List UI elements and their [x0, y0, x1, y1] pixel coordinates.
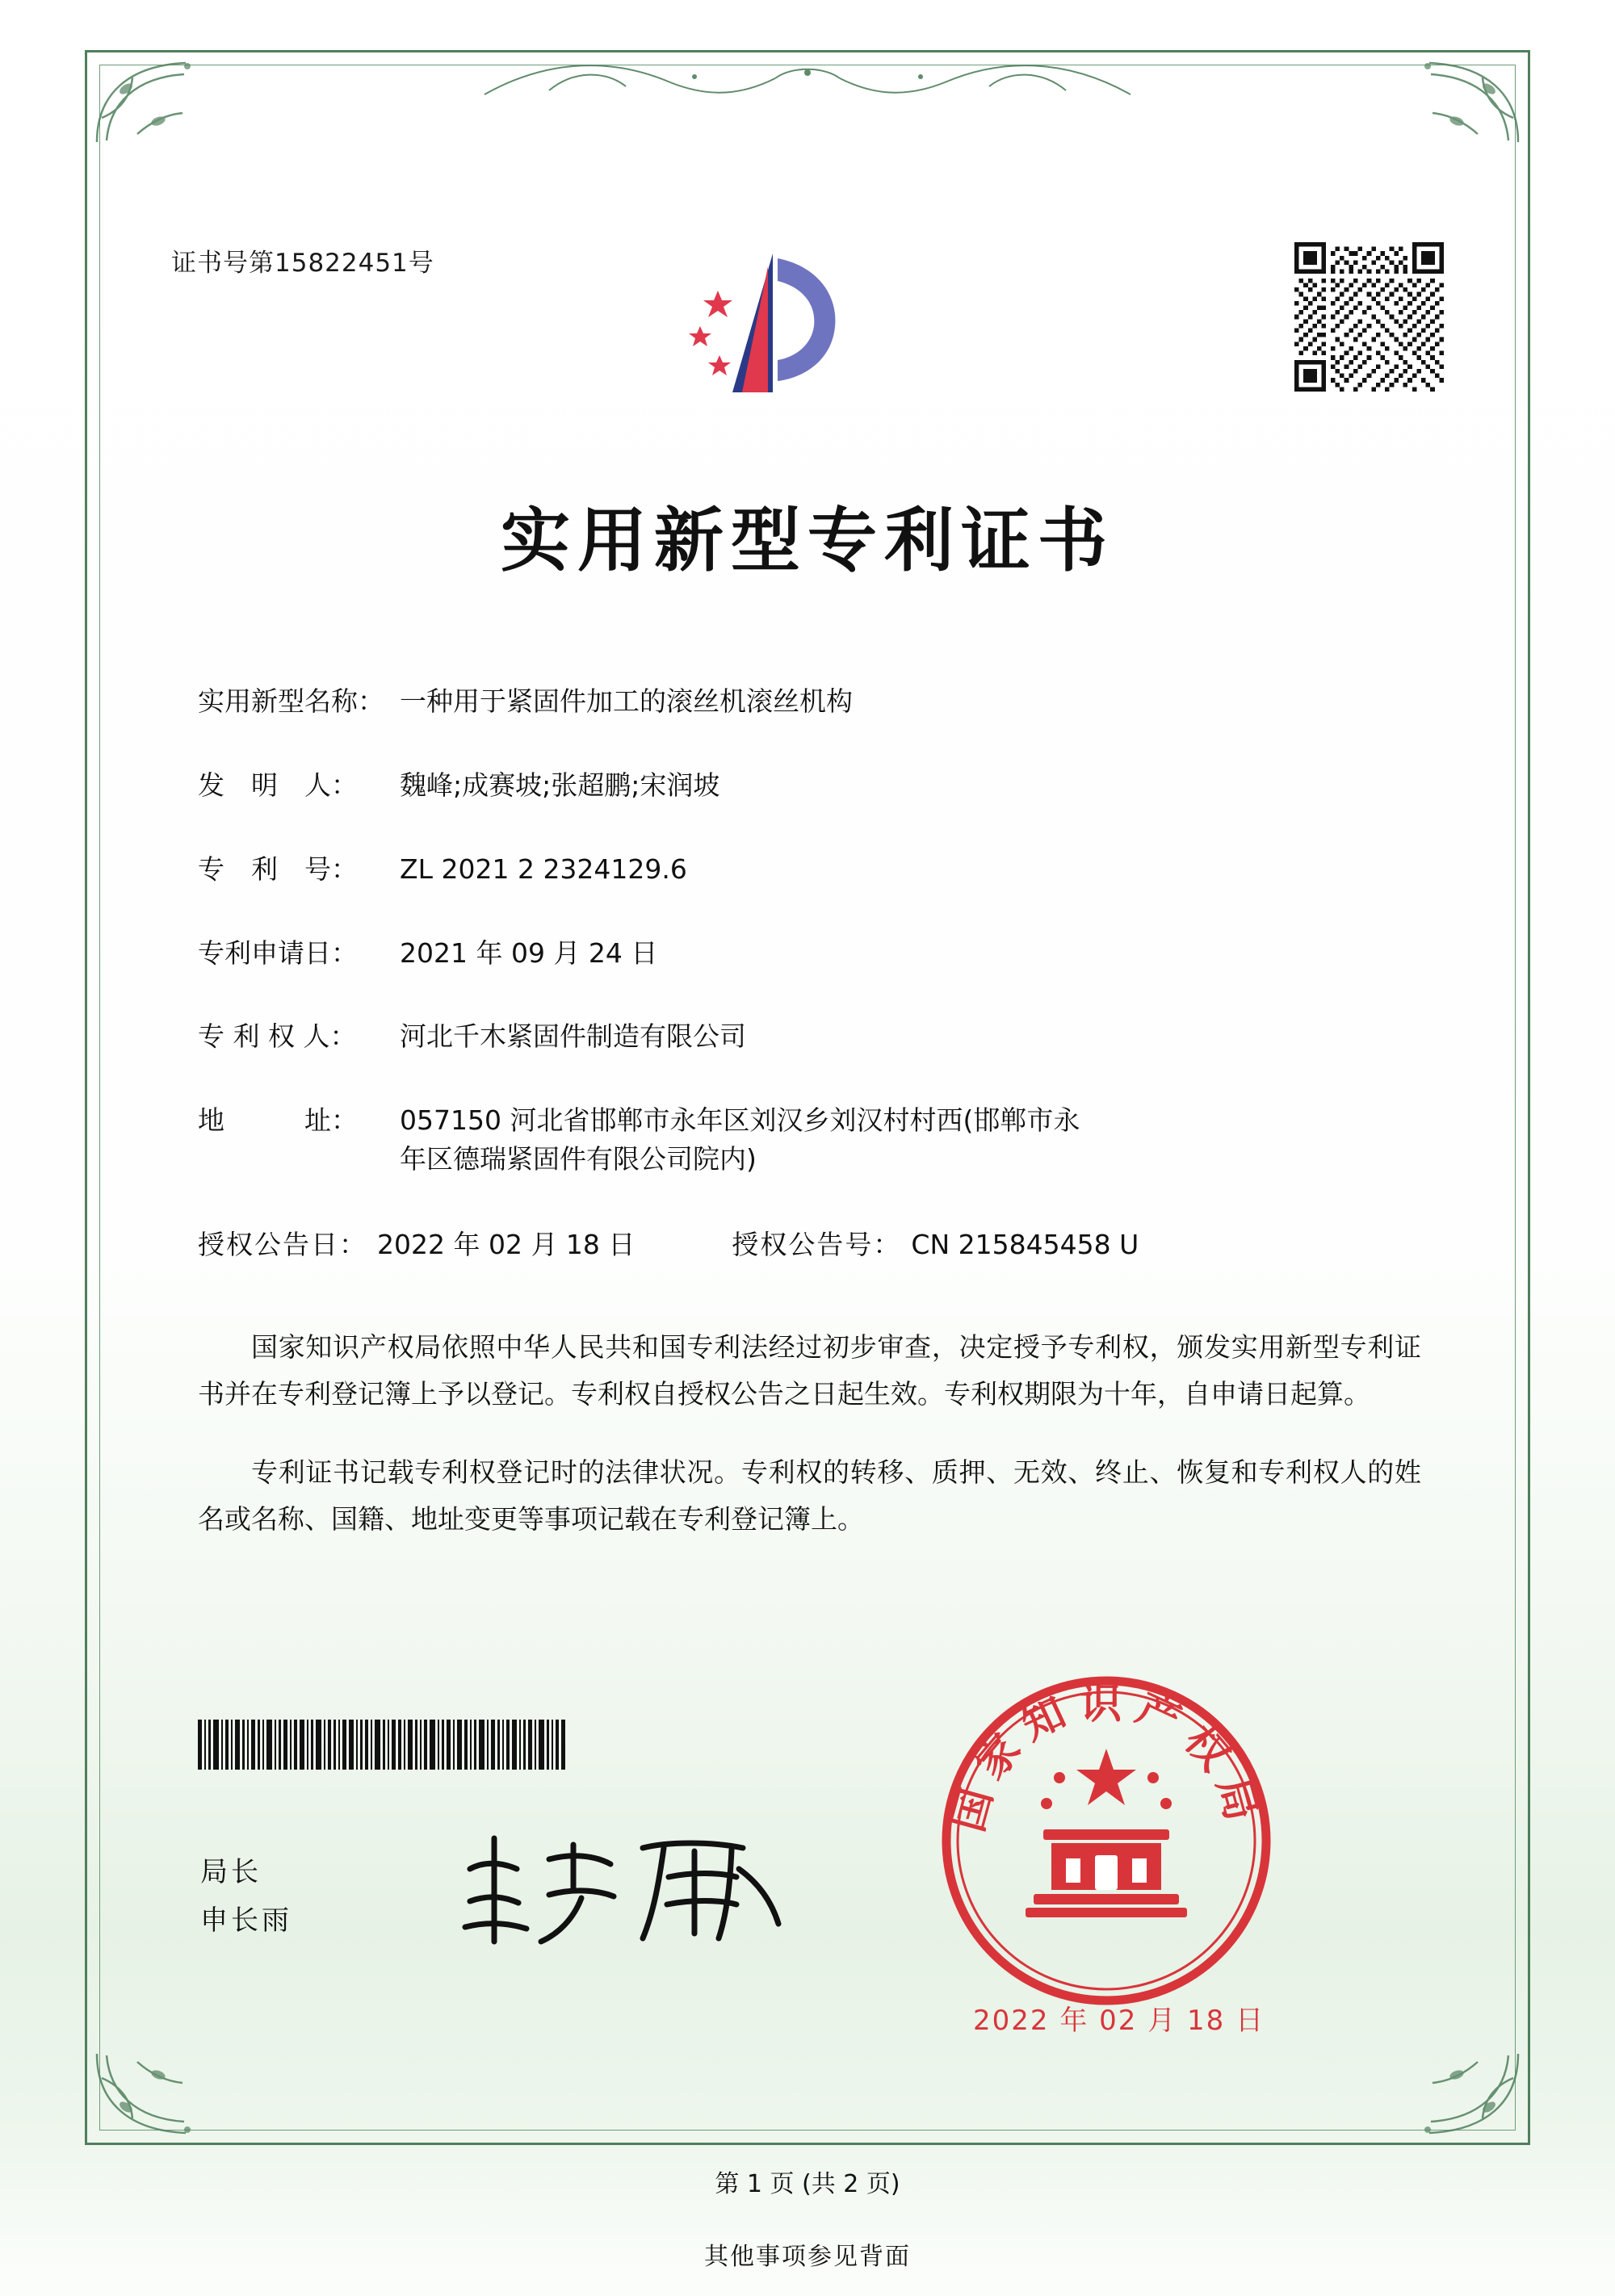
- director-name: 申长雨: [200, 1904, 292, 1937]
- field-value-line2: 年区德瑞紧固件有限公司院内): [400, 1143, 757, 1175]
- field-application-date: [198, 934, 1433, 973]
- field-value: 河北千木紧固件制造有限公司: [400, 1020, 746, 1053]
- field-label: 实用新型名称：: [198, 685, 384, 717]
- field-patentee: [198, 1017, 1433, 1056]
- certificate-fields: [198, 682, 1433, 1297]
- seal-date: 2022 年 02 月 18 日: [973, 2005, 1265, 2037]
- field-invention-name: [198, 682, 1433, 721]
- corner-ornament-bottom-right: [1373, 2046, 1526, 2143]
- cnipa-logo-icon: [682, 242, 868, 416]
- field-label: 专 利 权 人：: [198, 1020, 357, 1053]
- paragraph-text: 国家知识产权局依照中华人民共和国专利法经过初步审查，决定授予专利权，颁发实用新型专利证书并在专利登记簿上予以登记。专利权自授权公告之日起生效。专利权期限为十年，自申请日起算。: [198, 1331, 1421, 1410]
- corner-ornament-top-right: [1373, 53, 1526, 150]
- field-label: 专 利 号：: [198, 853, 358, 885]
- official-seal: [937, 1671, 1276, 2010]
- seal-text: 国家知识产权局: [944, 1680, 1269, 1837]
- field-value-multiline: [400, 1101, 1433, 1179]
- field-value: 一种用于紧固件加工的滚丝机滚丝机构: [400, 685, 853, 717]
- field-value-line1: 057150 河北省邯郸市永年区刘汉乡刘汉村村西(邯郸市永: [400, 1104, 1080, 1137]
- qr-code: [1294, 242, 1444, 392]
- announcement-date-label: 授权公告日：: [198, 1228, 367, 1260]
- top-ornament: [452, 50, 1163, 107]
- director-title: 局长: [200, 1856, 262, 1888]
- director-block: [200, 1849, 292, 1945]
- announcement-number-value: CN 215845458 U: [911, 1228, 1139, 1260]
- paragraph-text: 专利证书记载专利权登记时的法律状况。专利权的转移、质押、无效、终止、恢复和专利权人的姓名或名称、国籍、地址变更等事项记载在专利登记簿上。: [198, 1456, 1421, 1535]
- field-inventors: [198, 766, 1433, 805]
- field-value: ZL 2021 2 2324129.6: [400, 853, 687, 885]
- field-patent-number: [198, 850, 1433, 889]
- announcement-date-value: 2022 年 02 月 18 日: [377, 1228, 636, 1260]
- page-title: 实用新型专利证书: [501, 501, 1114, 581]
- director-signature: [452, 1820, 799, 1958]
- corner-ornament-top-left: [89, 53, 242, 150]
- field-value: 魏峰;成赛坡;张超鹏;宋润坡: [400, 769, 720, 801]
- field-address: [198, 1101, 1433, 1179]
- legal-paragraph-2: [198, 1449, 1421, 1551]
- certificate-number: 证书号第15822451号: [171, 249, 434, 278]
- footnote: 其他事项参见背面: [704, 2243, 911, 2271]
- page-number: 第 1 页 (共 2 页): [715, 2170, 900, 2198]
- field-label: 发 明 人：: [198, 769, 358, 801]
- announcement-number-label: 授权公告号：: [732, 1228, 902, 1260]
- legal-paragraph-1: [198, 1324, 1421, 1426]
- corner-ornament-bottom-left: [89, 2046, 242, 2143]
- field-label: 专利申请日：: [198, 936, 358, 969]
- field-value: 2021 年 09 月 24 日: [400, 936, 658, 969]
- field-label: 地 址：: [198, 1104, 358, 1137]
- field-grant-announcement: [198, 1224, 1433, 1262]
- barcode: [198, 1720, 602, 1770]
